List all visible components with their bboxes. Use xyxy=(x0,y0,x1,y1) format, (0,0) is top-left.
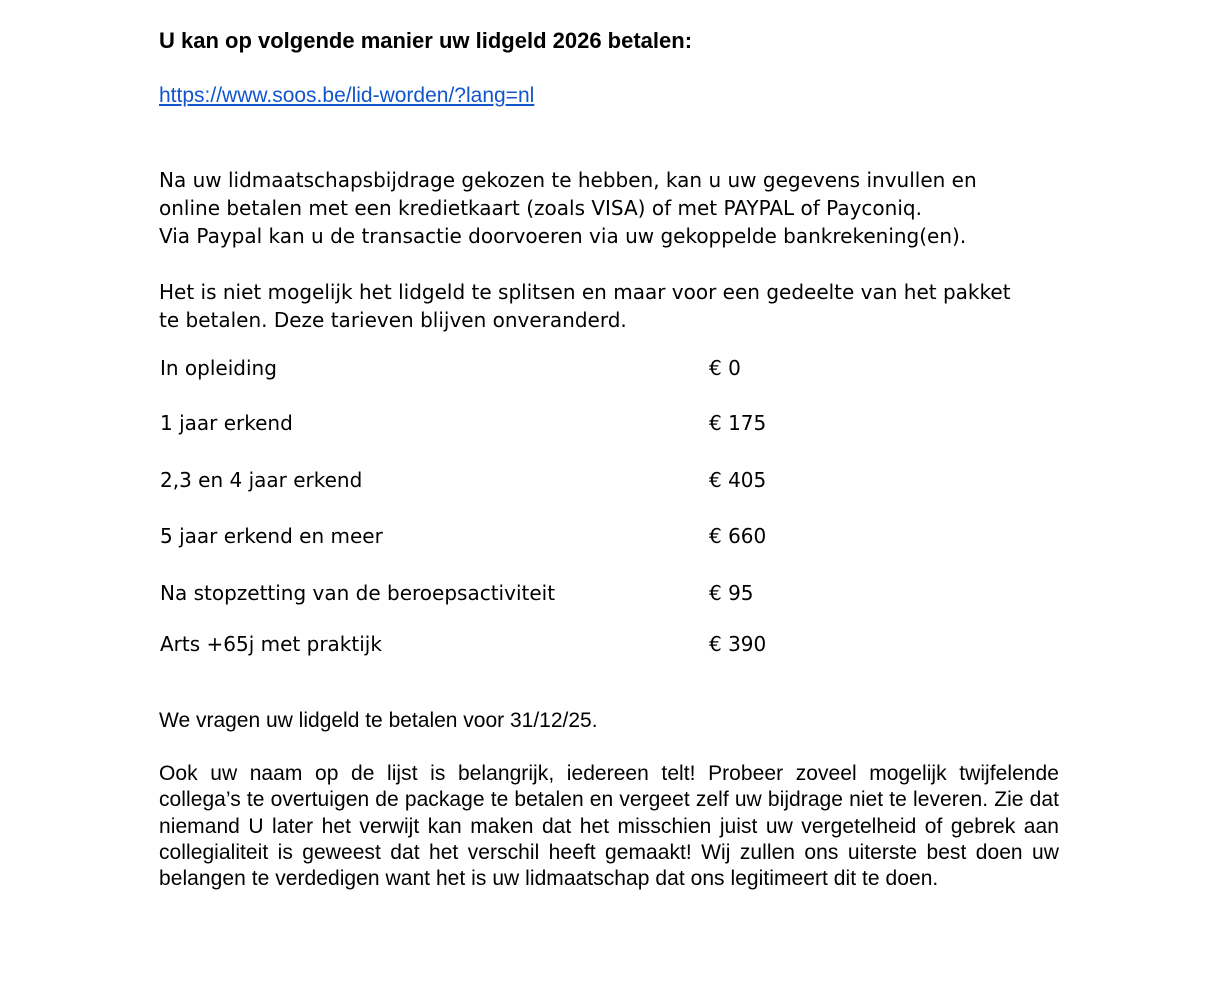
payment-line: online betalen met een kredietkaart (zoals VISA) of met PAYPAL of Payconiq. xyxy=(159,196,922,220)
fee-price: € 95 xyxy=(709,581,754,605)
fee-row xyxy=(159,466,859,494)
fee-label: In opleiding xyxy=(160,356,277,380)
fee-price: € 0 xyxy=(709,356,741,380)
payment-line: Na uw lidmaatschapsbijdrage gekozen te hebben, kan u uw gegevens invullen en xyxy=(159,168,977,192)
split-line: te betalen. Deze tarieven blijven onveranderd. xyxy=(159,308,627,332)
page-title: U kan op volgende manier uw lidgeld 2026 betalen: xyxy=(159,28,693,53)
fee-label: Na stopzetting van de beroepsactiviteit xyxy=(160,581,556,605)
fee-row xyxy=(159,630,859,658)
fee-row xyxy=(159,579,859,607)
fee-label: 1 jaar erkend xyxy=(160,411,293,435)
payment-paragraph xyxy=(159,166,1059,250)
split-paragraph xyxy=(159,278,1059,334)
fee-label: 5 jaar erkend en meer xyxy=(160,524,383,548)
fee-label: Arts +65j met praktijk xyxy=(160,632,382,656)
fee-row xyxy=(159,354,859,382)
split-line: Het is niet mogelijk het lidgeld te splitsen en maar voor een gedeelte van het pakket xyxy=(159,280,1011,304)
fee-row xyxy=(159,522,859,550)
fee-label: 2,3 en 4 jaar erkend xyxy=(160,468,363,492)
closing-paragraph: Ook uw naam op de lijst is belangrijk, iedereen telt! Probeer zoveel mogelijk twijfelende collega’s te overtuigen de package te betalen en vergeet zelf uw bijdrage niet te leveren. Zie dat niemand U later het verwijt kan maken dat het misschien juist uw vergetelheid of gebrek aan collegialiteit is geweest dat het verschil heeft gemaakt! Wij zullen ons uiterste best doen uw belangen te verdedigen want het is uw lidmaatschap dat ons legitimeert dit te doen. xyxy=(159,762,1059,891)
payment-deadline: We vragen uw lidgeld te betalen voor 31/12/25. xyxy=(159,709,598,732)
fee-price: € 390 xyxy=(709,632,767,656)
membership-link[interactable]: https://www.soos.be/lid-worden/?lang=nl xyxy=(159,84,535,107)
fee-row xyxy=(159,409,859,437)
fee-price: € 660 xyxy=(709,524,767,548)
fee-price: € 405 xyxy=(709,468,767,492)
fee-price: € 175 xyxy=(709,411,767,435)
payment-line: Via Paypal kan u de transactie doorvoeren via uw gekoppelde bankrekening(en). xyxy=(159,224,967,248)
